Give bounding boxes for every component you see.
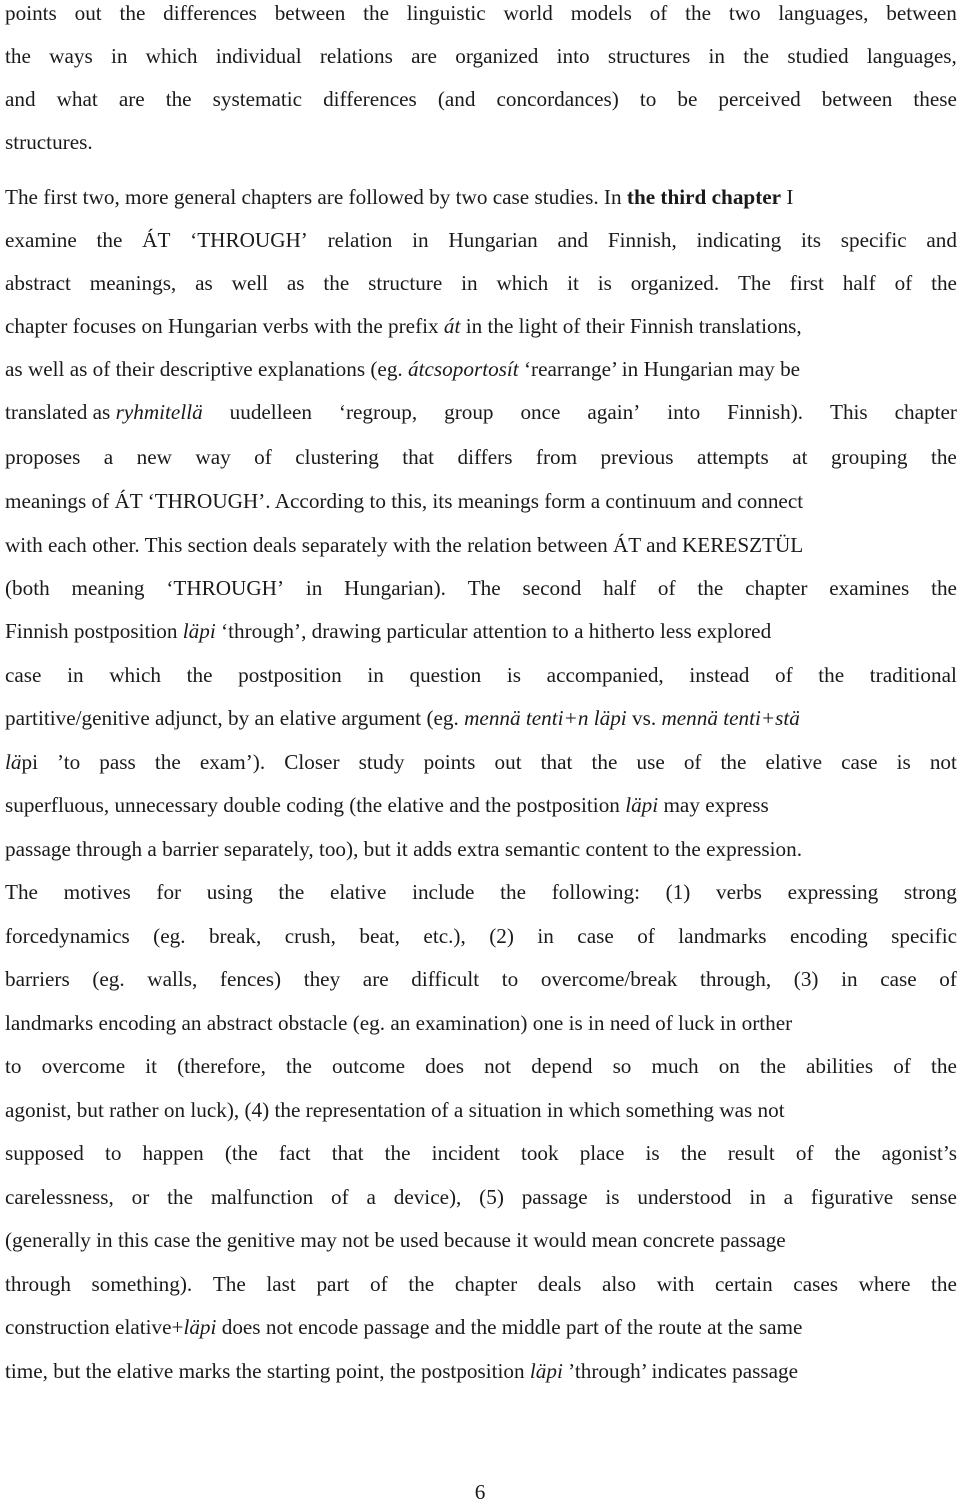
text-line: forcedynamics (eg. break, crush, beat, etc.), (2) in case of landmarks encoding specific: [5, 924, 957, 948]
text-line: The first two, more general chapters are followed by two case studies. In the third chapter I: [5, 185, 794, 209]
text-line: the ways in which individual relations are organized into structures in the studied languages,: [5, 44, 957, 68]
text-line: (both meaning ‘THROUGH’ in Hungarian). The second half of the chapter examines the: [5, 576, 957, 600]
text-line: abstract meanings, as well as the structure in which it is organized. The first half of the: [5, 271, 957, 295]
text-line: läpi ’to pass the exam’). Closer study points out that the use of the elative case is not: [5, 750, 957, 774]
document-page: [5, 0, 957, 1509]
text-line: structures.: [5, 130, 93, 154]
text-line: chapter focuses on Hungarian verbs with the prefix át in the light of their Finnish translations,: [5, 314, 802, 338]
text-line: The motives for using the elative include the following: (1) verbs expressing strong: [5, 880, 957, 904]
text-line: supposed to happen (the fact that the incident took place is the result of the agonist’s: [5, 1141, 957, 1165]
text-line: to overcome it (therefore, the outcome does not depend so much on the abilities of the: [5, 1054, 957, 1078]
text-line: passage through a barrier separately, too), but it adds extra semantic content to the expression.: [5, 837, 803, 861]
text-line: as well as of their descriptive explanations (eg. átcsoportosít ‘rearrange’ in Hungarian may be: [5, 357, 801, 381]
text-line: barriers (eg. walls, fences) they are difficult to overcome/break through, (3) in case of: [5, 967, 957, 991]
text-line: time, but the elative marks the starting point, the postposition läpi ’through’ indicates passage: [5, 1359, 799, 1383]
text-line: and what are the systematic differences (and concordances) to be perceived between these: [5, 87, 957, 111]
text-line: points out the differences between the linguistic world models of the two languages, between: [5, 1, 957, 25]
page-number: 6: [474, 1480, 486, 1504]
text-line: (generally in this case the genitive may not be used because it would mean concrete passage: [5, 1228, 786, 1252]
text-line: landmarks encoding an abstract obstacle (eg. an examination) one is in need of luck in orther: [5, 1011, 793, 1035]
text-line: case in which the postposition in question is accompanied, instead of the traditional: [5, 663, 957, 687]
text-line: examine the ÁT ‘THROUGH’ relation in Hungarian and Finnish, indicating its specific and: [5, 228, 957, 252]
text-line: meanings of ÁT ‘THROUGH’. According to this, its meanings form a continuum and connect: [5, 489, 804, 513]
text-line: proposes a new way of clustering that differs from previous attempts at grouping the: [5, 445, 957, 469]
text-line: agonist, but rather on luck), (4) the representation of a situation in which something was not: [5, 1098, 785, 1122]
text-line: through something). The last part of the chapter deals also with certain cases where the: [5, 1272, 957, 1296]
text-line: superfluous, unnecessary double coding (the elative and the postposition läpi may express: [5, 793, 769, 817]
text-line: partitive/genitive adjunct, by an elative argument (eg. mennä tenti+n läpi vs. mennä tenti+stä: [5, 706, 800, 730]
text-line: construction elative+läpi does not encode passage and the middle part of the route at the same: [5, 1315, 803, 1339]
text-line: Finnish postposition läpi ‘through’, drawing particular attention to a hitherto less explored: [5, 619, 772, 643]
text-line: translated as ryhmitellä uudelleen ‘regroup, group once again’ into Finnish). This chapter: [5, 400, 957, 424]
text-line: with each other. This section deals separately with the relation between ÁT and KERESZTÜL: [5, 533, 804, 557]
text-line: carelessness, or the malfunction of a device), (5) passage is understood in a figurative sense: [5, 1185, 957, 1209]
